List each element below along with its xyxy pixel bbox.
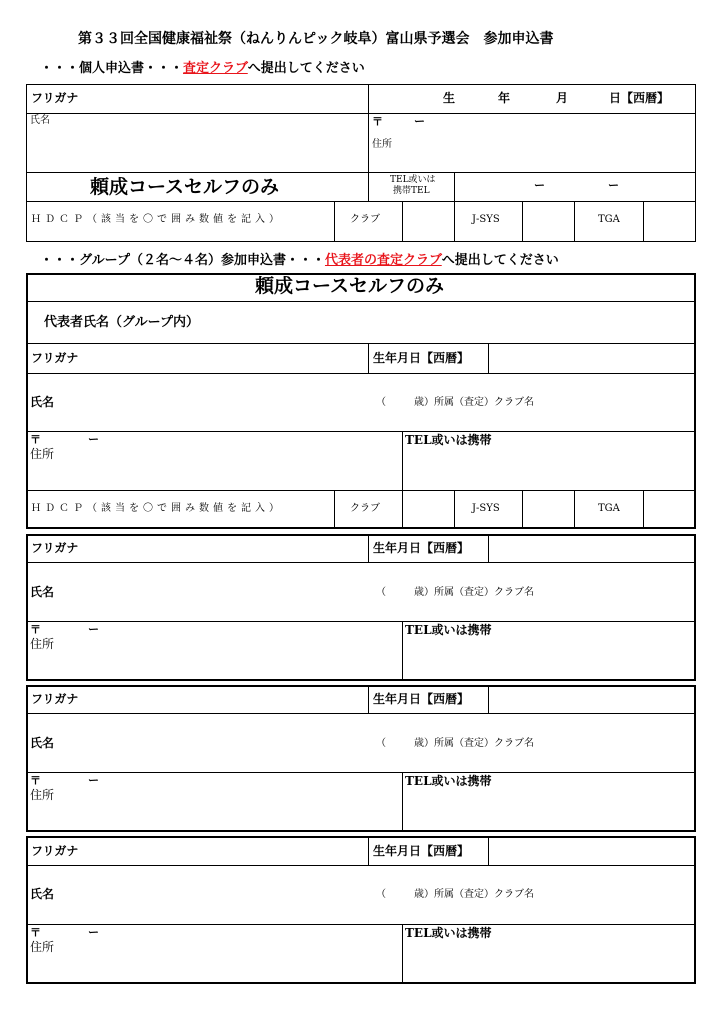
- hdcp-label: ＨＤＣＰ（該当を〇で囲み数値を記入）: [31, 214, 283, 225]
- birth-nen: 年: [498, 91, 511, 105]
- birth-tsuki: 月: [556, 91, 569, 105]
- postal-dash: ー: [414, 115, 425, 128]
- m3-tel: TEL或いは携帯: [405, 774, 492, 788]
- m2-age-club: 歳）所属（査定）クラブ名: [414, 587, 534, 598]
- birth-sei: 生: [443, 91, 456, 105]
- m4-birth: 生年月日【西暦】: [373, 844, 470, 858]
- club-label: クラブ: [350, 214, 380, 225]
- m3-age-club: 歳）所属（査定）クラブ名: [414, 738, 534, 749]
- tga-label: TGA: [598, 214, 620, 225]
- member-block-4: [26, 836, 696, 984]
- tel-label-line2: 携帯TEL: [393, 186, 430, 196]
- m1-tel: TEL或いは携帯: [405, 433, 492, 447]
- m2-birth: 生年月日【西暦】: [373, 541, 470, 555]
- tel-dash-2: ー: [608, 179, 619, 192]
- m2-tel: TEL或いは携帯: [405, 623, 492, 637]
- m1-address: 住所: [30, 447, 55, 461]
- tel-label-line1: TEL或いは: [390, 175, 436, 185]
- rep-name-label: 代表者氏名（グループ内）: [44, 315, 199, 330]
- m4-age-club: 歳）所属（査定）クラブ名: [414, 889, 534, 900]
- m4-name: 氏名: [30, 887, 55, 901]
- m1-age-club: 歳）所属（査定）クラブ名: [414, 397, 534, 408]
- member-block-3: [26, 685, 696, 832]
- m2-postal-mark: 〒: [30, 623, 41, 636]
- individual-heading-pre: ・・・個人申込書・・・: [40, 61, 184, 76]
- group-heading-red: 代表者の査定クラブ: [324, 253, 442, 268]
- group-course-note: 頼成コースセルフのみ: [255, 275, 445, 297]
- furigana-label: フリガナ: [31, 91, 79, 105]
- group-heading: [40, 254, 559, 267]
- birth-hi: 日【西暦】: [609, 91, 670, 105]
- name-label: 氏名: [30, 115, 50, 126]
- m2-furigana: フリガナ: [31, 541, 79, 555]
- m4-tel: TEL或いは携帯: [405, 926, 492, 940]
- individual-heading-red: 査定クラブ: [183, 61, 248, 76]
- m3-birth: 生年月日【西暦】: [373, 692, 470, 706]
- group-heading-pre: ・・・グループ（２名～４名）参加申込書・・・: [40, 253, 325, 268]
- m1-birth: 生年月日【西暦】: [373, 351, 470, 365]
- group-heading-post: へ提出してください: [441, 253, 559, 268]
- address-label: 住所: [372, 139, 392, 150]
- m4-age-open: （: [376, 889, 386, 900]
- m4-address: 住所: [30, 940, 55, 954]
- member-block-2: [26, 534, 696, 681]
- m4-postal-mark: 〒: [30, 926, 41, 939]
- m3-postal-dash: ー: [88, 774, 99, 787]
- m2-postal-dash: ー: [88, 623, 99, 636]
- tel-dash-1: ー: [534, 179, 545, 192]
- m1-postal-mark: 〒: [30, 433, 41, 446]
- individual-heading-post: へ提出してください: [247, 61, 365, 76]
- course-note: 頼成コースセルフのみ: [90, 176, 280, 198]
- individual-heading: [40, 62, 365, 75]
- m1-hdcp: ＨＤＣＰ（該当を〇で囲み数値を記入）: [31, 503, 283, 514]
- postal-mark: 〒: [372, 115, 383, 128]
- m1-club: クラブ: [350, 503, 380, 514]
- m2-address: 住所: [30, 637, 55, 651]
- m1-name: 氏名: [30, 395, 55, 409]
- m3-age-open: （: [376, 738, 386, 749]
- m1-jsys: J-SYS: [472, 503, 500, 514]
- jsys-label: J-SYS: [472, 214, 500, 225]
- m3-address: 住所: [30, 788, 55, 802]
- m3-postal-mark: 〒: [30, 774, 41, 787]
- m3-name: 氏名: [30, 736, 55, 750]
- m2-age-open: （: [376, 587, 386, 598]
- m1-postal-dash: ー: [88, 433, 99, 446]
- m3-furigana: フリガナ: [31, 692, 79, 706]
- m2-name: 氏名: [30, 585, 55, 599]
- m1-age-open: （: [376, 397, 386, 408]
- m4-postal-dash: ー: [88, 926, 99, 939]
- m4-furigana: フリガナ: [31, 844, 79, 858]
- m1-tga: TGA: [598, 503, 620, 514]
- m1-furigana: フリガナ: [31, 351, 79, 365]
- page-title: 第３３回全国健康福祉祭（ねんりんピック岐阜）富山県予選会 参加申込書: [78, 31, 554, 47]
